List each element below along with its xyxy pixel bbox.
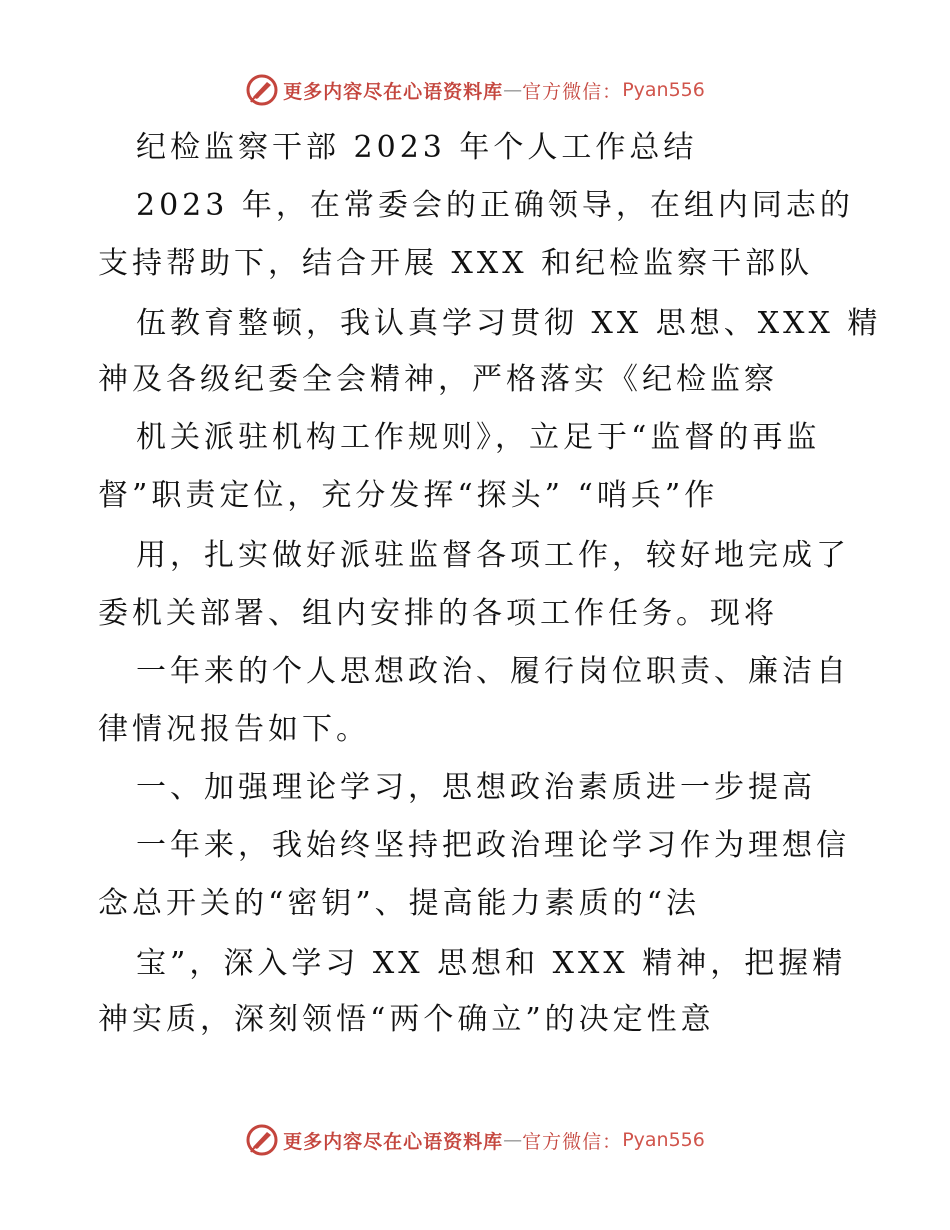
paragraph-line: 念总开关的“密钥”、提高能力素质的“法	[98, 886, 701, 921]
paragraph-line: 律情况报告如下。	[98, 712, 370, 747]
banner-brand-text: 更多内容尽在心语资料库	[283, 1130, 504, 1153]
document-title: 纪检监察干部 2023 年个人工作总结	[136, 130, 698, 165]
footer-banner	[0, 1120, 950, 1160]
banner-account-id: Pyan556	[622, 79, 705, 101]
paragraph-line: 机关派驻机构工作规则》，立足于“监督的再监	[136, 420, 821, 455]
banner-brand-text: 更多内容尽在心语资料库	[283, 80, 504, 103]
quill-logo-icon	[245, 1123, 279, 1157]
paragraph-line: 委机关部署、组内安排的各项工作任务。现将	[98, 596, 778, 631]
paragraph-line: 2023 年，在常委会的正确领导，在组内同志的	[136, 188, 854, 223]
banner-account-id: Pyan556	[622, 1129, 705, 1151]
paragraph-line: 神实质，深刻领悟“两个确立”的决定性意	[98, 1002, 715, 1037]
quill-logo-icon	[245, 73, 279, 107]
banner-account-label: 官方微信：	[522, 1130, 623, 1153]
paragraph-line: 伍教育整顿，我认真学习贯彻 XX 思想、XXX 精	[136, 306, 882, 341]
paragraph-line: 一年来的个人思想政治、履行岗位职责、廉洁自	[136, 654, 850, 689]
header-banner	[0, 70, 950, 110]
paragraph-line: 一年来，我始终坚持把政治理论学习作为理想信	[136, 828, 850, 863]
banner-dash: —	[503, 1129, 523, 1151]
paragraph-line: 用，扎实做好派驻监督各项工作，较好地完成了	[136, 538, 850, 573]
paragraph-line: 支持帮助下，结合开展 XXX 和纪检监察干部队	[98, 246, 814, 281]
paragraph-line: 宝”，深入学习 XX 思想和 XXX 精神，把握精	[136, 946, 847, 981]
banner-account-label: 官方微信：	[522, 80, 623, 103]
section-heading: 一、加强理论学习，思想政治素质进一步提高	[136, 770, 816, 805]
banner-dash: —	[503, 79, 523, 101]
paragraph-line: 督”职责定位，充分发挥“探头” “哨兵”作	[98, 478, 719, 513]
paragraph-line: 神及各级纪委全会精神，严格落实《纪检监察	[98, 362, 778, 397]
